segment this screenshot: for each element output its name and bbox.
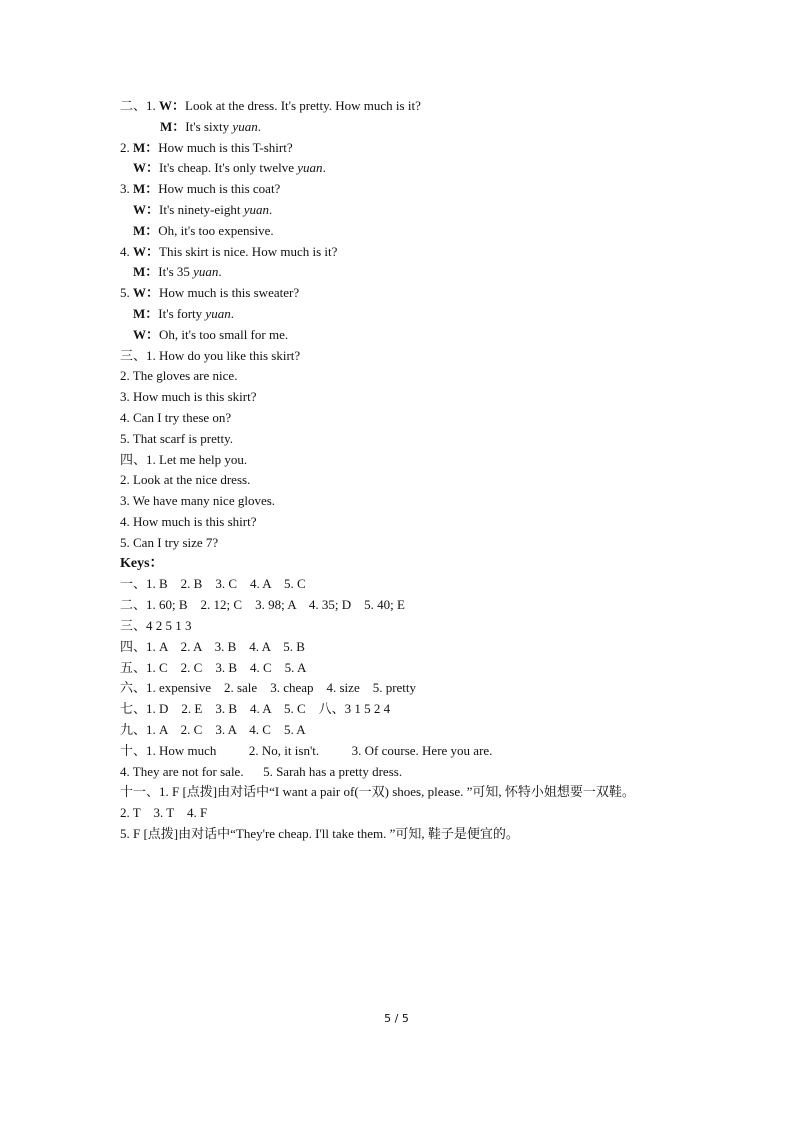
punctuation: . (257, 118, 261, 134)
colon: ： (145, 264, 159, 280)
key-line: 一、1. B 2. B 3. C 4. A 5. C (120, 576, 306, 592)
section3-line: 2. The gloves are nice. (120, 368, 238, 384)
item-number: 2. (120, 139, 133, 155)
key-line: 七、1. D 2. E 3. B 4. A 5. C 八、3 1 5 2 4 (120, 701, 391, 717)
dialogue-line (120, 158, 720, 179)
colon: ： (172, 118, 186, 134)
currency-unit: yuan (205, 305, 231, 321)
dialogue-text: It's ninety-eight (159, 201, 244, 217)
speaker: M (133, 222, 146, 238)
key-line: 2. T 3. T 4. F (120, 805, 208, 821)
speaker: W (133, 201, 146, 217)
colon: ： (146, 285, 160, 301)
colon: ： (146, 201, 160, 217)
key-line: 四、1. A 2. A 3. B 4. A 5. B (120, 638, 305, 654)
currency-unit: yuan (297, 160, 323, 176)
currency-unit: yuan (243, 201, 269, 217)
colon: ： (146, 243, 160, 259)
colon: ： (145, 139, 159, 155)
dialogue-text: It's cheap. It's only twelve (159, 160, 298, 176)
dialogue-text: It's 35 (158, 264, 194, 280)
punctuation: . (268, 201, 273, 217)
section4-line: 3. We have many nice gloves. (120, 493, 276, 509)
dialogue-text: Look at the dress. It's pretty. How much is it? (185, 98, 421, 113)
section3-line: 5. That scarf is pretty. (120, 430, 233, 446)
dialogue-line (120, 304, 720, 325)
key-line: 三、4 2 5 1 3 (120, 617, 192, 633)
key-line: 二、1. 60; B 2. 12; C 3. 98; A 4. 35; D 5. 40; E (120, 597, 405, 613)
dialogue-text: How much is this T-shirt? (158, 139, 293, 155)
section4-line: 4. How much is this shirt? (120, 513, 257, 529)
answer-content (120, 96, 720, 845)
dialogue-line (120, 179, 720, 200)
item-number: 二、1. (120, 98, 160, 113)
speaker: W (159, 98, 173, 113)
section3-line: 三、1. How do you like this skirt? (120, 347, 301, 363)
item-number: 4. (120, 243, 133, 259)
keys-heading: Keys： (120, 555, 164, 571)
speaker: M (160, 118, 173, 134)
key-line: 4. They are not for sale. 5. Sarah has a pretty dress. (120, 763, 403, 779)
dialogue-text: How much is this sweater? (159, 285, 300, 301)
section3-line: 3. How much is this skirt? (120, 389, 257, 405)
speaker: M (133, 139, 146, 155)
colon: ： (145, 305, 159, 321)
dialogue-text: Oh, it's too expensive. (158, 222, 274, 238)
key-line: 5. F [点拨]由对话中“They're cheap. I'll take them. ”可知, 鞋子是便宜的。 (120, 825, 519, 841)
section4-line: 2. Look at the nice dress. (120, 472, 251, 488)
speaker: W (133, 160, 146, 176)
currency-unit: yuan (232, 118, 258, 134)
colon: ： (145, 222, 159, 238)
key-line: 十一、1. F [点拨]由对话中“I want a pair of(一双) shoes, please. ”可知, 怀特小姐想要一双鞋。 (120, 784, 635, 800)
punctuation: . (322, 160, 326, 176)
page-number: 5 / 5 (384, 1012, 409, 1025)
section3-line: 4. Can I try these on? (120, 409, 232, 425)
dialogue-line (120, 117, 720, 138)
dialogue-line (120, 221, 720, 242)
dialogue-line (120, 200, 720, 221)
speaker: W (133, 285, 146, 301)
speaker: M (133, 181, 146, 197)
dialogue-text: Oh, it's too small for me. (159, 326, 289, 342)
colon: ： (145, 181, 159, 197)
dialogue-text: It's sixty (185, 118, 233, 134)
colon: ： (146, 160, 160, 176)
dialogue-text: It's forty (158, 305, 206, 321)
key-line: 九、1. A 2. C 3. A 4. C 5. A (120, 721, 306, 737)
punctuation: . (230, 305, 234, 321)
section4-line: 5. Can I try size 7? (120, 534, 219, 550)
dialogue-text: This skirt is nice. How much is it? (159, 243, 338, 259)
speaker: W (133, 326, 146, 342)
colon: ： (146, 326, 160, 342)
dialogue-text: How much is this coat? (158, 181, 281, 197)
key-line: 五、1. C 2. C 3. B 4. C 5. A (120, 659, 307, 675)
speaker: M (133, 264, 146, 280)
dialogue-line (120, 96, 720, 117)
dialogue-line (120, 262, 720, 283)
speaker: W (133, 243, 146, 259)
dialogue-line (120, 325, 720, 346)
speaker: M (133, 305, 146, 321)
key-line: 十、1. How much 2. No, it isn't. 3. Of course. Here you are. (120, 742, 493, 758)
punctuation: . (218, 264, 222, 280)
section4-line: 四、1. Let me help you. (120, 451, 248, 467)
dialogue-line (120, 138, 720, 159)
key-line: 六、1. expensive 2. sale 3. cheap 4. size 5. pretty (120, 680, 417, 696)
dialogue-line (120, 283, 720, 304)
item-number: 3. (120, 181, 133, 197)
dialogue-line (120, 242, 720, 263)
currency-unit: yuan (193, 264, 219, 280)
colon: ： (172, 98, 186, 113)
item-number: 5. (120, 285, 133, 301)
